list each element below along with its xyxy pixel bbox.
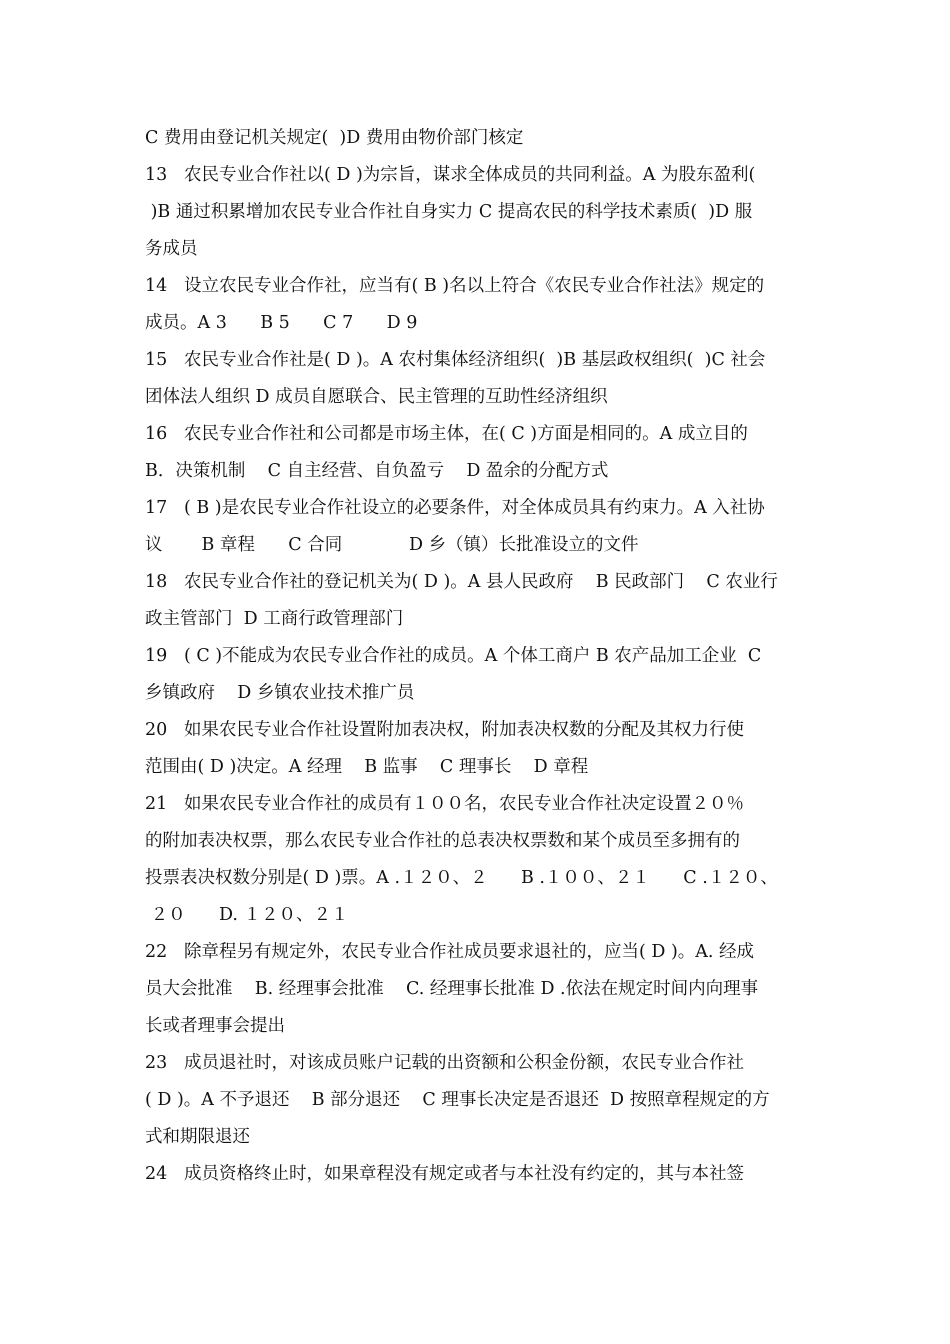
text-line: 长或者理事会提出 [145,1016,285,1036]
text-line: 式和期限退还 [145,1127,250,1147]
text-line: 员大会批准 B. 经理事会批准 C. 经理事长批准 D .依法在规定时间内向理事 [145,979,759,999]
text-line: B．决策机制 C 自主经营、自负盈亏 D 盈余的分配方式 [145,461,609,481]
text-line: 务成员 [145,239,198,259]
text-line: C 费用由登记机关规定( )D 费用由物价部门核定 [145,128,524,148]
document-body [145,120,815,1193]
question-20-line: 20 如果农民专业合作社设置附加表决权，附加表决权数的分配及其权力行使 [145,720,744,740]
question-23-line: 23 成员退社时，对该成员账户记载的出资额和公积金份额，农民专业合作社 [145,1053,744,1073]
text-line: 的附加表决权票，那么农民专业合作社的总表决权票数和某个成员至多拥有的 [145,831,740,851]
question-14-line: 14 设立农民专业合作社，应当有( B )名以上符合《农民专业合作社法》规定的 [145,276,765,296]
text-line: 乡镇政府 D 乡镇农业技术推广员 [145,683,415,703]
question-13-line: 13 农民专业合作社以( D )为宗旨，谋求全体成员的共同利益。A 为股东盈利( [145,165,756,185]
question-21-line: 21 如果农民专业合作社的成员有１００名，农民专业合作社决定设置２０％ [145,794,744,814]
question-17-line: 17 ( B )是农民专业合作社设立的必要条件，对全体成员具有约束力。A 入社协 [145,498,765,518]
question-22-line: 22 除章程另有规定外，农民专业合作社成员要求退社的，应当( D )。A. 经成 [145,942,755,962]
question-24-line: 24 成员资格终止时，如果章程没有规定或者与本社没有约定的，其与本社签 [145,1164,744,1184]
question-15-line: 15 农民专业合作社是( D )。A 农村集体经济组织( )B 基层政权组织( )C 社会 [145,350,766,370]
text-line: 成员。A 3 B 5 C 7 D 9 [145,313,418,333]
question-18-line: 18 农民专业合作社的登记机关为( D )。A 县人民政府 B 民政部门 C 农业行 [145,572,778,592]
text-line: 政主管部门 D 工商行政管理部门 [145,609,404,629]
text-line: ( D )。A 不予退还 B 部分退还 C 理事长决定是否退还 D 按照章程规定的方 [145,1090,770,1110]
question-16-line: 16 农民专业合作社和公司都是市场主体，在( C )方面是相同的。A 成立目的 [145,424,748,444]
text-line: 范围由( D )决定。A 经理 B 监事 C 理事长 D 章程 [145,757,589,777]
question-19-line: 19 ( C )不能成为农民专业合作社的成员。A 个体工商户 B 农产品加工企业 C [145,646,762,666]
text-line: )B 通过积累增加农民专业合作社自身实力 C 提高农民的科学技术素质( )D 服 [145,202,753,222]
text-line: ２０ D. １２０、２１ [145,905,349,925]
text-line: 议 B 章程 C 合同 D 乡（镇）长批准设立的文件 [145,535,639,555]
text-line: 团体法人组织 D 成员自愿联合、民主管理的互助性经济组织 [145,387,608,407]
text-line: 投票表决权数分别是( D )票。A .１２０、２ B .１００、２１ C .１２０、 [145,868,778,888]
